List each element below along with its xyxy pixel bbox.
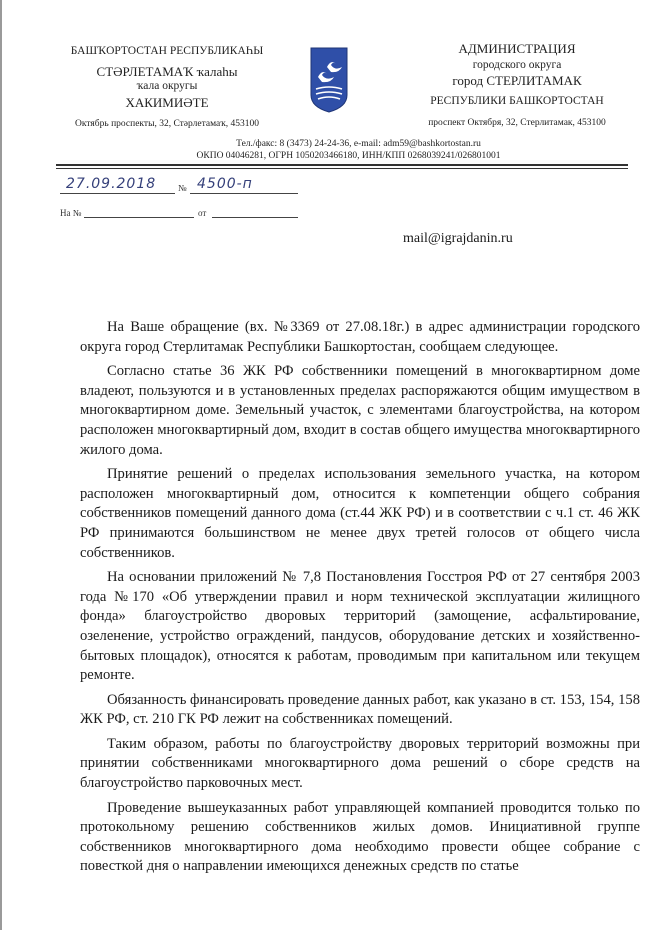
ref-number-underline xyxy=(84,217,194,218)
paragraph-2: Согласно статье 36 ЖК РФ собственники помещений в многоквартирном доме владеют, пользуются и в установленных пределах распоряжаются общим имуществом в многоквартирном доме. Земельный участок, с элементами благоустройства, на котором расположен многоквартирный дом, входит в состав общего имущества многоквартирного жилого дома. xyxy=(80,363,640,458)
number-underline xyxy=(190,193,298,194)
ref-date-label: от xyxy=(198,208,207,218)
header-right-address: проспект Октября, 32, Стерлитамак, 453100 xyxy=(428,118,606,128)
paragraph-3: Принятие решений о пределах использования земельного участка, на котором расположен многоквартирный дом, относится к компетенции общего собрания собственников помещений данного дома (ст.44 ЖК РФ) и в соответствии с ч.1 ст. 46 ЖК РФ принимаются большинством не менее двух третей голосов от общего числа собственников. xyxy=(80,466,640,561)
header-left-line3: ҡала округы xyxy=(136,80,198,92)
ref-date-underline xyxy=(212,217,298,218)
page-edge-shadow xyxy=(0,0,2,930)
number-label: № xyxy=(178,183,187,193)
contacts-line-2: ОКПО 04046281, ОГРН 1050203466180, ИНН/КПП 0268039241/026801001 xyxy=(196,151,501,161)
ref-number-label: На № xyxy=(60,208,82,218)
header-right-line2: городского округа xyxy=(472,59,562,71)
header-left-address: Октябрь проспекты, 32, Стәрлетамаҡ, 453100 xyxy=(75,119,259,129)
registration-number: 4500-п xyxy=(197,176,253,192)
header-left-line1: БАШҠОРТОСТАН РЕСПУБЛИКАҺЫ xyxy=(70,45,264,57)
addressee-email: mail@igrajdanin.ru xyxy=(403,231,513,246)
header-right-line1: АДМИНИСТРАЦИЯ xyxy=(458,41,576,56)
header-left-line4: ХАКИМИӘТЕ xyxy=(125,95,209,110)
paragraph-5: Обязанность финансировать проведение данных работ, как указано в ст. 153, 154, 158 ЖК РФ, ст. 210 ГК РФ лежит на собственниках помещений. xyxy=(80,691,640,728)
contacts-line-1: Тел./факс: 8 (3473) 24-24-36, e-mail: adm59@bashkortostan.ru xyxy=(236,139,481,149)
coat-of-arms-icon xyxy=(310,47,348,113)
paragraph-6: Таким образом, работы по благоустройству дворовых территорий возможны при принятии собственниками многоквартирного дома решений о сборе средств на благоустройство парковочных мест. xyxy=(80,735,640,792)
paragraph-4: На основании приложений № 7,8 Постановления Госстроя РФ от 27 сентября 2003 года №170 «Об утверждении правил и норм технической эксплуатации жилищного фонда» благоустройство дворовых территорий (замощение, асфальтирование, озеленение, устройство ограждений, пандусов, оборудование детских и хозяйственно-бытовых площадок), относятся к работам, проводимым при капитальном или текущем ремонте. xyxy=(80,569,640,684)
paragraph-1: На Ваше обращение (вх. №3369 от 27.08.18г.) в адрес администрации городского округа город Стерлитамак Республики Башкортостан, сообщаем следующее. xyxy=(80,319,640,355)
header-rule-thin xyxy=(56,168,628,169)
header-right-line3: город СТЕРЛИТАМАК xyxy=(452,73,582,88)
letter-body xyxy=(80,318,640,882)
paragraph-7: Проведение вышеуказанных работ управляющей компанией проводится только по протокольному решению собственников жилых домов. Инициативной группе собственников многоквартирного дома необходимо провести общее собрание с повесткой дня о направлении имеющихся денежных средств по статье xyxy=(80,799,640,875)
header-left-line2: СТӘРЛЕТАМАҠ ҡалаһы xyxy=(96,64,238,79)
registration-date: 27.09.2018 xyxy=(66,176,157,192)
date-underline xyxy=(60,193,175,194)
header-rule-thick xyxy=(56,164,628,166)
header-right-line4: РЕСПУБЛИКИ БАШКОРТОСТАН xyxy=(430,95,604,107)
